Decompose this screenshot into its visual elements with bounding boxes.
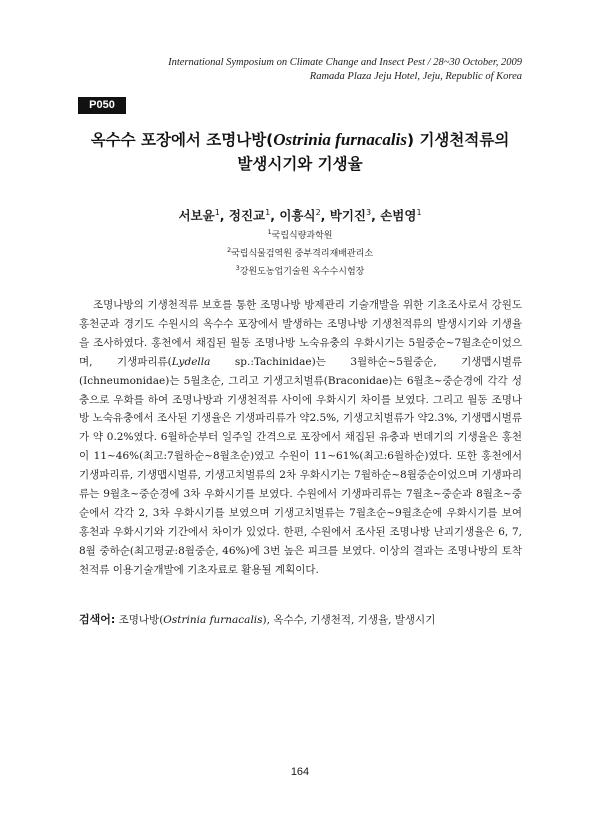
poster-id-badge: P050	[78, 97, 126, 114]
title-species: Ostrinia furnacalis	[273, 130, 407, 149]
author: 정진교$^1$	[228, 208, 271, 224]
header-line-1: International Symposium on Climate Change and Insect Pest / 28~30 October, 2009	[168, 57, 522, 68]
author: 손범영$^1$	[380, 208, 422, 224]
author: 박기진$^3$	[329, 208, 372, 224]
paper-title	[60, 128, 540, 176]
title-line-1	[60, 128, 540, 152]
author-list: 서보윤$^1$, 정진교$^1$, 이흥식$^2$, 박기진$^3$, 손범영$^1$	[178, 208, 422, 224]
page-number: 164	[290, 766, 310, 778]
keywords-text: 조명나방(Ostrinia furnacalis), 옥수수, 기생천적, 기생율, 발생시기	[118, 614, 436, 626]
affiliation: $^3$강원도농업기술원 옥수수시험장	[235, 264, 365, 277]
abstract-genus: Lydella	[171, 355, 211, 368]
title-line-2: 발생시기와 기생율	[237, 155, 363, 173]
abstract-body	[79, 296, 522, 580]
affiliation: $^1$국립식량과학원	[267, 228, 333, 241]
title-part-1: 옥수수 포장에서 조명나방(	[90, 131, 274, 149]
conference-header	[102, 56, 522, 84]
author: 서보윤$^1$	[178, 208, 220, 224]
keywords	[79, 611, 522, 629]
keywords-label: 검색어:	[79, 613, 116, 626]
abstract-paragraph: 조명나방의 기생천적류 보호를 통한 조명나방 방제관리 기술개발을 위한 기초조사로서 강원도 홍천군과 경기도 수원시의 옥수수 포장에서 발생하는 조명나방 기생천적류의 발생시기와 기생율을 조사하였다. 홍천에서 채집된 월동 조명나방 노숙유충의 우화시기는 5월중순~7월초순이었으며, 기생파리류(Lydella sp.:Tachinidae)는 3월하순~5월중순, 기생맵시벌류(Ichneumonidae)는 5월초순, 그리고 기생고치벌류(Braconidae)는 6월초~중순경에 각각 성충으로 우화를 하여 조명나방과 기생천적류 사이에 우화시기 차이를 보였다. 그리고 월동 조명나방 노숙유충에서 조사된 기생율은 기생파리류가 약2.5%, 기생고치벌류가 약2.3%, 기생맵시벌류가 약 0.2%였다. 6월하순부터 일주일 간격으로 포장에서 채집된 유충과 번데기의 기생율은 홍천이 11~46%(최고:7월하순~8월초순)였고 수원이 11~61%(최고:6월하순)였다. 또한 홍천에서 기생파리류, 기생맵시벌류, 기생고치벌류의 2차 우화시기는 7월하순~8월중순이었으며 기생파리류는 9월초~중순경에 3차 우화시기를 보였다. 수원에서 기생파리류는 7월초~중순과 8월초~중순에서 각각 2, 3차 우화시기를 보였으며 기생고치벌류는 7월초순~9월초순에 우화시기를 보여 홍천과 우화시기와 기간에서 차이가 있었다. 한편, 수원에서 조사된 조명나방 난괴기생율은 6, 7, 8월 중하순(최고평균:8월중순, 46%)에 3번 높은 피크를 보였다. 이상의 결과는 조명나방의 토착 천적류 이용기술개발에 기초자료로 활용될 계획이다.	[79, 299, 522, 576]
author: 이흥식$^2$	[279, 208, 321, 224]
title-part-2: ) 기생천적류의	[406, 131, 510, 149]
header-line-2: Ramada Plaza Jeju Hotel, Jeju, Republic of Korea	[309, 71, 522, 82]
affiliation-list	[60, 225, 540, 279]
affiliation: $^2$국립식물검역원 중부격리재배관리소	[226, 246, 374, 259]
